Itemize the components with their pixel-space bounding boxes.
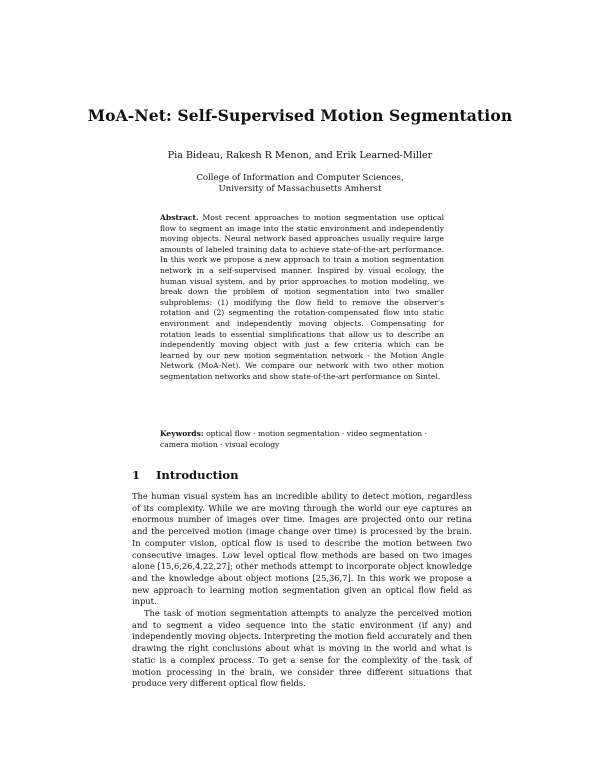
abstract-text: Most recent approaches to motion segmentation use optical flow to segment an image into the static environment and independently moving objects. Neural network based approaches usually require large amounts of labeled training data to achieve state-of-the-art performance. In this work we propose a new approach to train a motion segmentation network in a self-supervised manner. Inspired by visual ecology, the human visual system, and by prior approaches to motion modeling, we break down the problem of motion segmentation into two smaller subproblems: (1) modifying the flow field to remove the observer's rotation and (2) segmenting the rotation-compensated flow into static environment and independently moving objects. Compensating for rotation leads to essential simplifications that allow us to describe an independently moving object with just a few criteria which can be learned by our new motion segmentation network - the Motion Angle Network (MoA-Net). We compare our network with two other motion segmentation networks and show state-of-the-art performance on Sintel. (160, 213, 444, 381)
section-number: 1 (132, 468, 141, 482)
section-heading-introduction (132, 468, 239, 482)
affiliation-line-2: University of Massachusetts Amherst (218, 184, 382, 194)
paragraph-2: The task of motion segmentation attempts to analyze the perceived motion and to segment a video sequence into the static environment (if any) and independently moving objects. Interpreting the motion field accurately and then drawing the right conclusions about what is moving in the world and what is static is a complex process. To get a sense for the complexity of the task of motion processing in the brain, we consider three different situations that produce very different optical flow fields. (132, 608, 472, 689)
affiliation (0, 173, 600, 195)
paper-authors: Pia Bideau, Rakesh R Menon, and Erik Learned-Miller (167, 150, 433, 161)
paper-title: MoA-Net: Self-Supervised Motion Segmentation (87, 106, 513, 125)
keywords (160, 429, 444, 450)
paragraph-1: The human visual system has an incredible ability to detect motion, regardless of its complexity. While we are moving through the world our eye captures an enormous number of images over time. Images are projected onto our retina and the perceived motion (image change over time) is processed by the brain. In computer vision, optical flow is used to describe the motion between two consecutive images. Low level optical flow methods are based on two images alone [15,6,26,4,22,27]; other methods attempt to incorporate object knowledge and the knowledge about object motions [25,36,7]. In this work we propose a new approach to learning motion segmentation given an optical flow field as input. (132, 491, 472, 607)
keywords-text: optical flow · motion segmentation · video segmentation · camera motion · visual ecology (160, 429, 427, 449)
abstract (160, 213, 444, 383)
section-title: Introduction (156, 468, 239, 482)
introduction-body (132, 491, 472, 690)
affiliation-line-1: College of Information and Computer Sciences, (196, 173, 404, 183)
abstract-label: Abstract. (160, 213, 199, 222)
keywords-label: Keywords: (160, 429, 204, 438)
